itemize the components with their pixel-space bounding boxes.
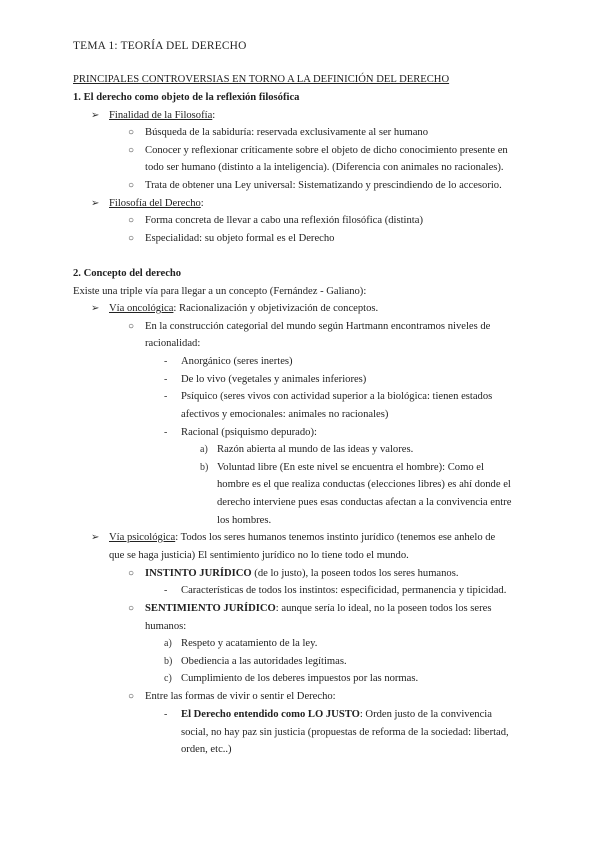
via-ontologica-line [109,302,378,315]
level-item-continued: afectivos y emocionales: animales no racionales) [181,409,389,420]
sentimiento-item: Respeto y acatamiento de la ley. [181,638,318,649]
letter-marker: b) [164,656,173,667]
via-ontologica-label: Vía oncológica [109,303,174,314]
finalidad-item: Trata de obtener una Ley universal: Sistematizando y prescindiendo de lo accesorio. [145,180,502,191]
letter-marker: c) [164,673,172,684]
circle-bullet-icon: ○ [128,321,135,332]
via-ontologica-text: : Racionalización y objetivización de conceptos. [173,303,379,314]
filosofia-item: Especialidad: su objeto formal es el Derecho [145,233,335,244]
arrow-bullet-icon: ➢ [91,303,100,314]
letter-marker: a) [164,638,172,649]
main-heading: PRINCIPALES CONTROVERSIAS EN TORNO A LA DEFINICIÓN DEL DERECHO [73,74,450,85]
sentimiento-text: : aunque sería lo ideal, no la poseen todos los seres [275,603,492,614]
dash-bullet-icon: - [164,709,168,720]
hartmann-text: En la construcción categorial del mundo según Hartmann encontramos niveles de [145,321,491,332]
dash-bullet-icon: - [164,356,168,367]
level-item: De lo vivo (vegetales y animales inferiores) [181,374,367,385]
level-item: Racional (psiquismo depurado): [181,427,317,438]
circle-bullet-icon: ○ [128,215,135,226]
formas-text: Entre las formas de vivir o sentir el Derecho: [145,691,336,702]
circle-bullet-icon: ○ [128,180,135,191]
via-psicologica-text: : Todos los seres humanos tenemos instinto jurídico (tenemos ese anhelo de [175,532,496,543]
dash-bullet-icon: - [164,585,168,596]
sentimiento-item: Obediencia a las autoridades legítimas. [181,656,347,667]
finalidad-item-continued: todo ser humano (distinto a la inteligencia). (Diferencia con animales no racionales). [145,162,504,173]
level-item: Psíquico (seres vivos con actividad superior a la biológica: tienen estados [181,391,493,402]
via-psicologica-continued: que se haga justicia) El sentimiento jurídico no lo tiene todo el mundo. [109,550,409,561]
finalidad-line: Finalidad de la Filosofía: [109,110,216,121]
racional-item: Voluntad libre (En este nivel se encuentra el hombre): Como el [217,462,484,473]
racional-item-continued: los hombres. [217,515,272,526]
circle-bullet-icon: ○ [128,145,135,156]
circle-bullet-icon: ○ [128,127,135,138]
instinto-line [145,567,459,580]
justo-label: El Derecho entendido como LO JUSTO [181,709,360,720]
filosofia-item: Forma concreta de llevar a cabo una reflexión filosófica (distinta) [145,215,423,226]
circle-bullet-icon: ○ [128,568,135,579]
sentimiento-continued: humanos: [145,621,187,632]
circle-bullet-icon: ○ [128,233,135,244]
circle-bullet-icon: ○ [128,691,135,702]
circle-bullet-icon: ○ [128,603,135,614]
justo-continued: social, no hay paz sin justicia (propuestas de reforma de la sociedad: libertad, [181,727,509,738]
arrow-bullet-icon: ➢ [91,532,100,543]
justo-text: : Orden justo de la convivencia [359,709,492,720]
racional-item: Razón abierta al mundo de las ideas y valores. [217,444,414,455]
section-2-intro: Existe una triple vía para llegar a un concepto (Fernández - Galiano): [73,286,367,297]
hartmann-text-continued: racionalidad: [145,338,201,349]
justo-continued: orden, etc..) [181,744,232,755]
filosofia-line: Filosofía del Derecho: [109,198,204,209]
arrow-bullet-icon: ➢ [91,110,100,121]
level-item: Anorgánico (seres inertes) [181,356,293,367]
justo-line [181,708,492,721]
via-psicologica-label: Vía psicológica [109,532,176,543]
finalidad-item: Conocer y reflexionar críticamente sobre el objeto de dicho conocimiento presente en [145,145,508,156]
finalidad-label: Finalidad de la Filosofía [109,110,213,121]
racional-item-continued: derecho interviene pues esas conductas afectan a la convivencia entre [217,497,512,508]
instinto-label: INSTINTO JURÍDICO [145,568,252,579]
arrow-bullet-icon: ➢ [91,198,100,209]
dash-bullet-icon: - [164,374,168,385]
document-title: TEMA 1: TEORÍA DEL DERECHO [73,40,247,52]
filosofia-label: Filosofía del Derecho [109,198,201,209]
instinto-text: (de lo justo), la poseen todos los seres humanos. [251,568,459,579]
section-1-title: 1. El derecho como objeto de la reflexión filosófica [73,92,300,103]
racional-item-continued: hombre es el que realiza conductas (elecciones libres) es ahí donde el [217,479,511,490]
finalidad-item: Búsqueda de la sabiduría: reservada exclusivamente al ser humano [145,127,428,138]
sentimiento-item: Cumplimiento de los deberes impuestos por las normas. [181,673,419,684]
sentimiento-line [145,602,491,615]
sentimiento-label: SENTIMIENTO JURÍDICO [145,603,276,614]
dash-bullet-icon: - [164,391,168,402]
section-2-title: 2. Concepto del derecho [73,268,182,279]
instinto-sub-item: Características de todos los instintos: especificidad, permanencia y tipicidad. [181,585,507,596]
via-psicologica-line [109,531,495,544]
dash-bullet-icon: - [164,427,168,438]
letter-marker: b) [200,462,209,473]
letter-marker: a) [200,444,208,455]
